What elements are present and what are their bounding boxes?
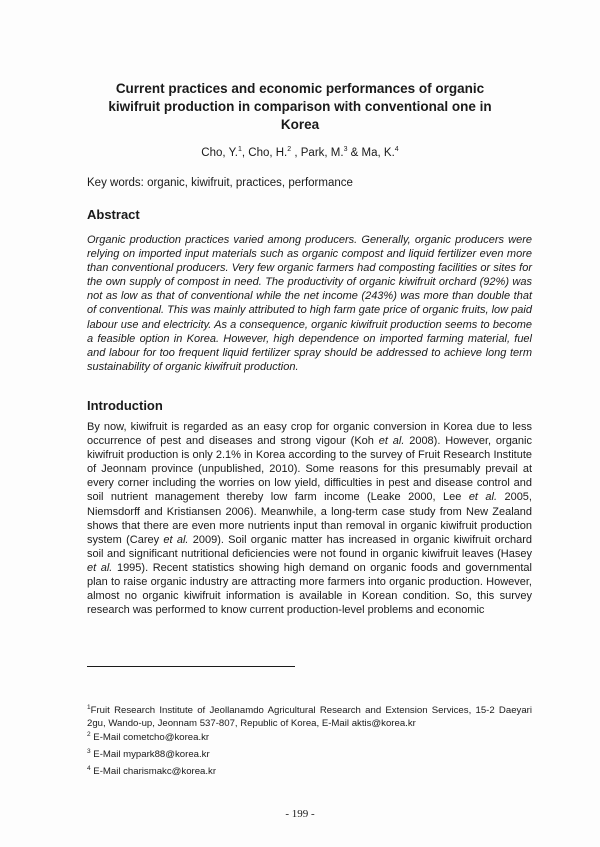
paper-title: Current practices and economic performances of organic kiwifruit production in comparison with conventional one in Korea: [108, 81, 492, 132]
affiliation-mark: 3: [343, 146, 348, 153]
author-name: , Park, M.: [291, 146, 344, 159]
affiliation-mark: 4: [394, 146, 399, 153]
abstract-text: Organic production practices varied among producers. Generally, organic producers were relying on imported input materials such as organic compost and liquid fertilizer even more than conventional producers. Very few organic farmers had composting facilities or sites for the own supply of compost in need. The productivity of organic kiwifruit orchard (92%) was not as low as that of conventional while the net income (243%) was more than double that of conventional. This was mainly attributed to high farm gate price of organic fruits, low paid labour use and electricity. As a consequence, organic kiwifruit production seems to become a feasible option in Korea. However, high dependence on imported farming material, fuel and labour for too frequent liquid fertilizer spray should be addressed to achieve long term sustainability of organic kiwifruit production.: [87, 234, 532, 373]
footnote-text: Fruit Research Institute of Jeollanamdo Agricultural Research and Extension Services, 15-2 Daeyari 2gu, Wando-up, Jeonnam 537-807, Republic of Korea, E-Mail aktis@korea.kr: [87, 705, 532, 730]
keywords-line: Key words: organic, kiwifruit, practices, performance: [87, 177, 353, 189]
introduction-heading: Introduction: [87, 398, 163, 413]
footnote-mark: 1: [87, 704, 91, 711]
intro-segment: 2009). Soil organic matter has increased in organic kiwifruit orchard soil and significant nutritional deficiencies were not found in organic kiwifruit leaves (Hasey: [87, 533, 532, 560]
intro-segment: 2005, Niemsdorff and Kristiansen 2006). Meanwhile, a long-term case study from New Zealand shows that there are even more nutrients input than removal in organic kiwifruit production system (Carey: [87, 491, 532, 546]
footnote-mark: 3: [87, 748, 91, 755]
intro-etal: et al.: [378, 435, 405, 448]
intro-etal: et al.: [468, 491, 498, 504]
footnote-divider: [87, 666, 295, 667]
intro-segment: 2008). However, organic kiwifruit production is only 2.1% in Korea according to the survey of Fruit Research Institute of Jeonnam province (unpublished, 2010). Some reasons for this presumably prevail at every corner including the worries on low yield, difficulties in pest and disease control and soil nutrient management thereby low farm income (Leake 2000, Lee: [87, 435, 532, 504]
footnote-4: [87, 762, 532, 778]
author-list: [0, 146, 600, 159]
abstract-heading: Abstract: [87, 207, 140, 222]
page-number: - 199 -: [285, 808, 315, 820]
footnote-text: E-Mail cometcho@korea.kr: [90, 732, 210, 744]
author-name: Cho, Y.: [201, 146, 238, 159]
affiliation-mark: 1: [237, 146, 242, 153]
intro-segment: By now, kiwifruit is regarded as an easy crop for organic conversion in Korea due to less occurrence of pest and diseases and strong vigour (Koh: [87, 421, 532, 448]
footnote-2: [87, 728, 532, 744]
footnote-text: E-Mail mypark88@korea.kr: [90, 749, 210, 761]
footnote-3: [87, 745, 532, 761]
author-name: & Ma, K.: [347, 146, 395, 159]
footnote-mark: 4: [87, 765, 91, 772]
intro-etal: et al.: [163, 533, 189, 546]
footnote-text: E-Mail charismakc@korea.kr: [90, 766, 217, 778]
author-name: , Cho, H.: [241, 146, 288, 159]
intro-etal: et al.: [87, 561, 113, 574]
footnote-1: [87, 701, 532, 730]
intro-segment: 1995). Recent statistics showing high demand on organic foods and governmental plan to raise organic industry are attracting more farmers into organic production. However, almost no organic kiwifruit information is available in Korean condition. So, this survey research was performed to know current production-level problems and economic: [87, 561, 532, 617]
introduction-text: [87, 420, 532, 617]
affiliation-mark: 2: [287, 146, 292, 153]
footnote-mark: 2: [87, 731, 91, 738]
